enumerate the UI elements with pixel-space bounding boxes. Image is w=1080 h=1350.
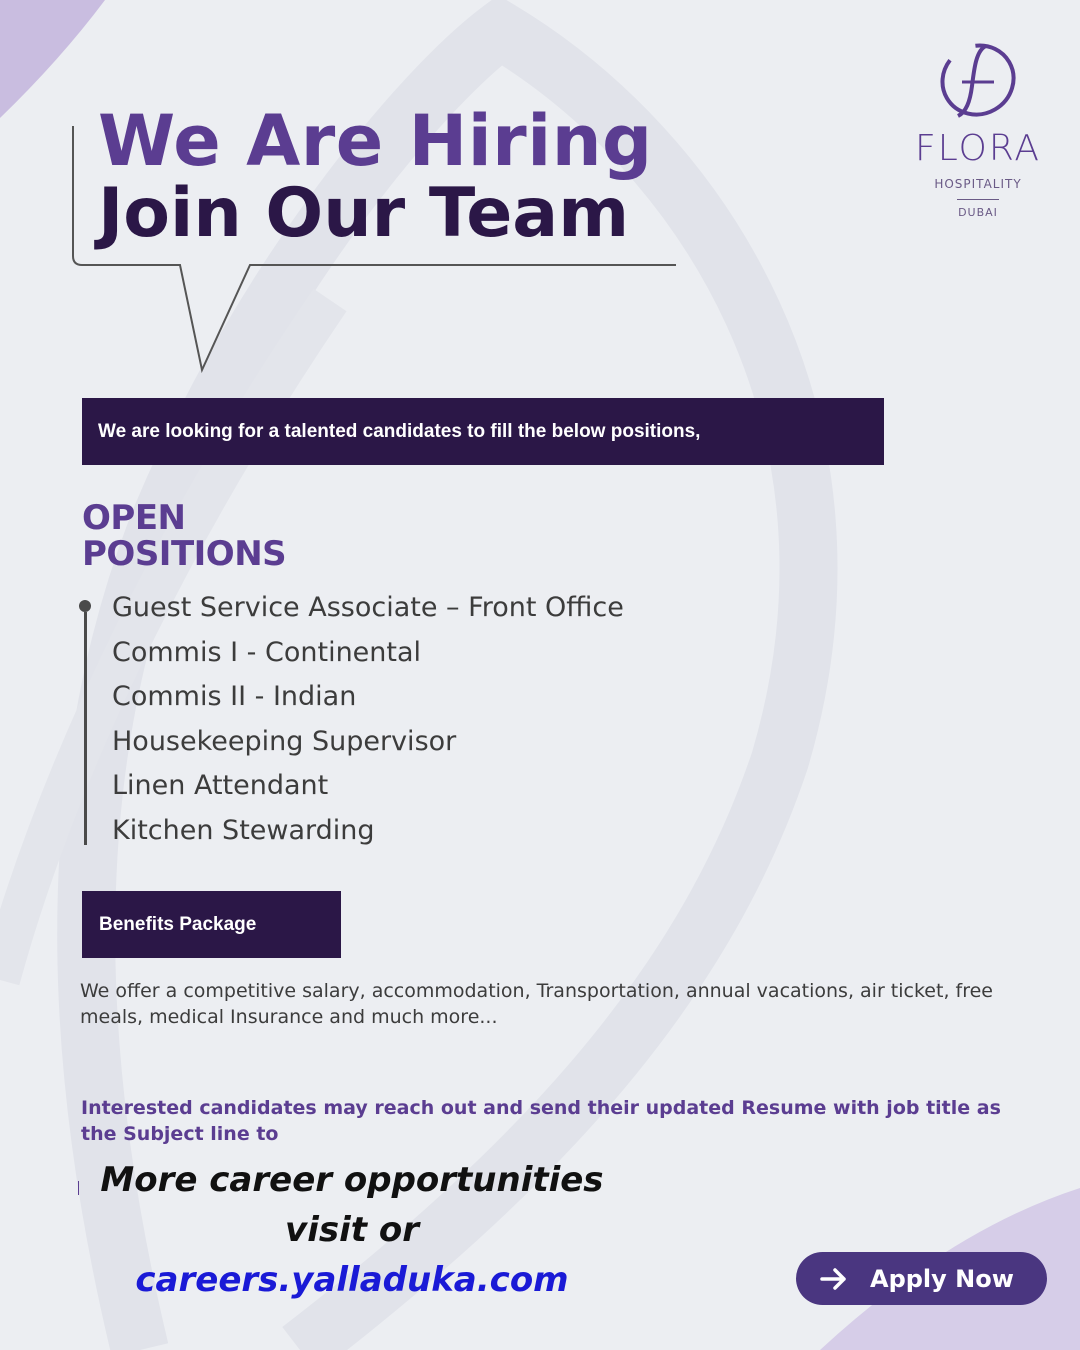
open-positions-title-line1: OPEN	[82, 498, 186, 538]
apply-now-label: Apply Now	[870, 1264, 1014, 1293]
timeline-line	[84, 612, 87, 845]
position-item: Commis II - Indian	[112, 681, 357, 713]
position-item: Linen Attendant	[112, 770, 329, 802]
headline-join-our-team: Join Our Team	[98, 174, 630, 253]
position-item: Kitchen Stewarding	[112, 814, 375, 846]
benefits-description: We offer a competitive salary, accommodation, Transportation, annual vacations, air ticket, free meals, medical Insurance and much more...	[80, 980, 993, 1028]
logo-name: FLORA	[915, 128, 1041, 169]
careers-line-2: visit or	[285, 1210, 419, 1250]
corner-swoosh-top-left	[0, 0, 105, 118]
position-item: Guest Service Associate – Front Office	[112, 592, 624, 623]
benefits-banner	[82, 891, 341, 958]
intro-text: We are looking for a talented candidates to fill the below positions,	[98, 420, 701, 442]
open-positions-title-line2: POSITIONS	[82, 534, 287, 574]
intro-banner	[82, 398, 884, 465]
position-item: Commis I - Continental	[112, 636, 422, 668]
logo-divider	[957, 199, 999, 200]
positions-list	[112, 590, 624, 858]
open-positions-title	[82, 500, 286, 572]
flora-monogram-icon	[938, 40, 1018, 120]
arrow-right-icon	[820, 1267, 848, 1291]
flora-logo	[900, 40, 1056, 219]
contact-instructions: Interested candidates may reach out and send their updated Resume with job title as the Subject line to	[81, 1097, 1001, 1145]
logo-subtitle: HOSPITALITY	[934, 177, 1022, 191]
careers-link[interactable]: careers.yalladuka.com	[135, 1260, 569, 1300]
careers-line-1: More career opportunities	[100, 1160, 604, 1200]
text-cursor-mark	[78, 1181, 79, 1195]
logo-city: DUBAI	[958, 206, 998, 219]
timeline-dot	[79, 600, 91, 612]
benefits-label: Benefits Package	[99, 913, 257, 935]
position-item: Housekeeping Supervisor	[112, 725, 457, 757]
apply-now-button[interactable]	[796, 1252, 1047, 1305]
headline-we-are-hiring: We Are Hiring	[98, 100, 653, 182]
